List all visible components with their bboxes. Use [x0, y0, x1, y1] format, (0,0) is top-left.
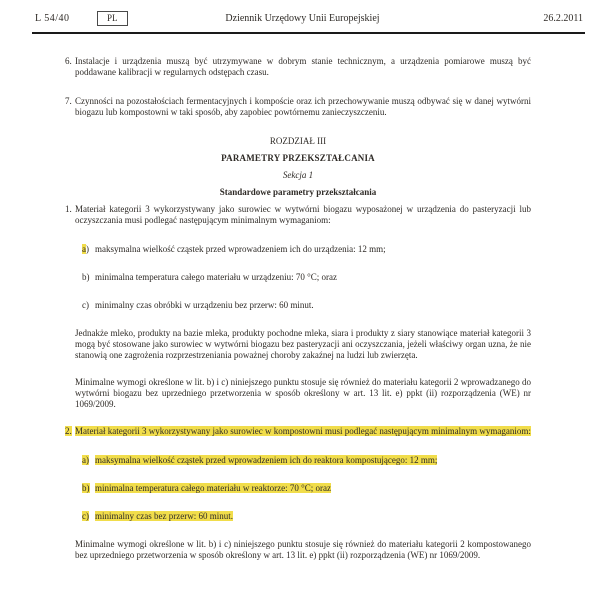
heading-subtitle-block: Standardowe parametry przekształcania: [219, 187, 377, 197]
lettered-c-block: [82, 300, 531, 311]
lettered-b-block: [82, 272, 531, 283]
lettered-a-block: [82, 455, 531, 466]
item-marker: a): [82, 455, 89, 465]
item-text: minimalny czas bez przerw: 60 minut.: [95, 511, 233, 521]
item-marker: a): [82, 244, 89, 254]
language-code-box: PL: [97, 11, 128, 26]
header-rule: [32, 32, 585, 34]
item-marker: 6.: [65, 56, 72, 66]
paragraph-block: Minimalne wymogi określone w lit. b) i c) niniejszego punktu stosuje się również do materiału kategorii 2 wprowadzanego do wytwórni biogazu bez uprzedniego przetworzenia w sposób określony w art. 13 lit. e) ppkt (ii) rozporządzenia (WE) nr 1069/2009.: [75, 377, 531, 409]
document-body: [65, 56, 531, 577]
item-text: Instalacje i urządzenia muszą być utrzymywane w dobrym stanie technicznym, a urządzenia pomiarowe muszą być poddawane kalibracji w regularnych odstępach czasu.: [75, 56, 531, 77]
numbered-6-block: [65, 56, 531, 78]
item-marker: 1.: [65, 204, 72, 214]
item-text: Materiał kategorii 3 wykorzystywany jako surowiec w wytwórni biogazu wyposażonej w urządzenia do pasteryzacji lub oczyszczania musi podlegać następującym minimalnym wymaganiom:: [75, 204, 531, 225]
page-reference: L 54/40: [35, 13, 70, 24]
item-marker: b): [82, 272, 90, 282]
item-marker: c): [82, 511, 89, 521]
heading-title-block: PARAMETRY PRZEKSZTAŁCANIA: [221, 153, 375, 163]
numbered-1-block: [65, 204, 531, 226]
item-marker: c): [82, 300, 89, 310]
lettered-b-block: [82, 483, 531, 494]
item-text: maksymalna wielkość cząstek przed wprowadzeniem ich do urządzenia: 12 mm;: [95, 244, 386, 254]
numbered-2-block: [65, 426, 531, 437]
journal-title: Dziennik Urzędowy Unii Europejskiej: [225, 13, 380, 24]
paragraph-block: Minimalne wymogi określone w lit. b) i c) niniejszego punktu stosuje się również do materiału kategorii 2 kompostowanego bez uprzedniego przetworzenia w sposób określony w art. 13 lit. e) ppkt (ii) rozporządzenia (WE) nr 1069/2009.: [75, 539, 531, 560]
item-text: minimalna temperatura całego materiału w reaktorze: 70 °C; oraz: [95, 483, 331, 493]
heading-chapter-block: ROZDZIAŁ III: [269, 136, 327, 146]
issue-date: 26.2.2011: [543, 13, 583, 24]
item-marker: 2.: [65, 426, 72, 436]
item-text: minimalny czas obróbki w urządzeniu bez przerw: 60 minut.: [95, 300, 314, 310]
item-text: Materiał kategorii 3 wykorzystywany jako surowiec w kompostowni musi podlegać następującym minimalnym wymaganiom:: [75, 426, 531, 436]
item-text: Czynności na pozostałościach fermentacyjnych i kompoście oraz ich przechowywanie muszą odbywać się w danej wytwórni biogazu lub kompostowni w taki sposób, aby zapobiec powtórnemu zanieczyszczeniu.: [75, 96, 531, 117]
lettered-a-block: [82, 244, 531, 255]
item-marker: 7.: [65, 96, 72, 106]
numbered-7-block: [65, 96, 531, 118]
page-header: [0, 0, 605, 36]
lettered-c-block: [82, 511, 531, 522]
paragraph-block: Jednakże mleko, produkty na bazie mleka, produkty pochodne mleka, siara i produkty z siary stanowiące materiał kategorii 3 mogą być stosowane jako surowiec w wytwórni biogazu bez pasteryzacji ani oczyszczania, jeżeli właściwy organ uzna, że nie stanowią one zagrożenia rozprzestrzeniania poważnej choroby zakaźnej na ludzi lub zwierzęta.: [75, 328, 531, 360]
heading-section-block: Sekcja 1: [282, 170, 314, 180]
item-text: maksymalna wielkość cząstek przed wprowadzeniem ich do reaktora kompostującego: 12 mm;: [95, 455, 438, 465]
item-marker: b): [82, 483, 90, 493]
item-text: minimalna temperatura całego materiału w urządzeniu: 70 °C; oraz: [95, 272, 337, 282]
